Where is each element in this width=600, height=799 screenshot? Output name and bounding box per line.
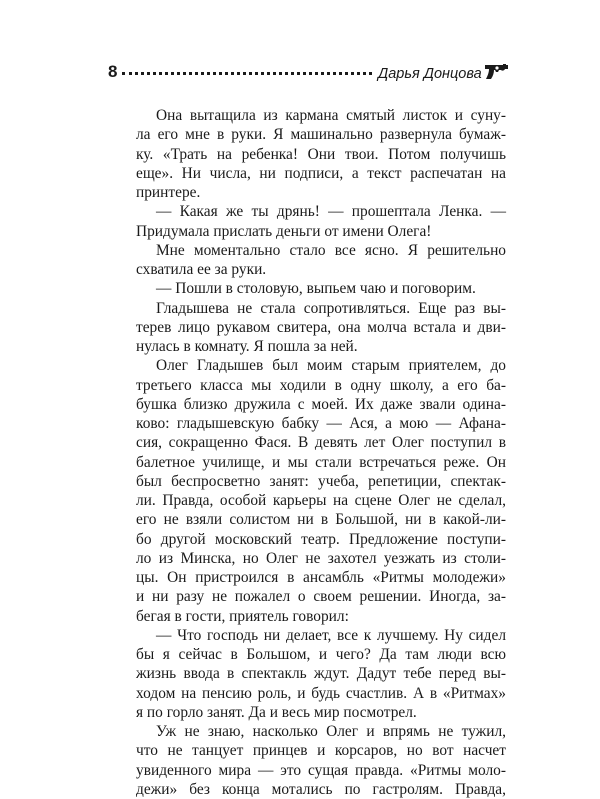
running-head	[108, 62, 506, 88]
text-line: Придумала прислать деньги от имени Олега!	[136, 222, 432, 240]
text-line: ково: гладышевскую бабку — Ася, а мою — Афана-	[136, 415, 506, 432]
text-line: его не взяли солистом ни в Большой, ни в какой-ли-	[136, 511, 506, 529]
text-line: жизнь ввода в спектакль ждут. Дадут тебе перед вы-	[136, 665, 506, 683]
text-line: что не танцует принцев и корсаров, но вот насчет	[136, 742, 506, 760]
text-line: цы. Он пристроился в ансамбль «Ритмы молодежи»	[136, 569, 506, 586]
text-line: схватила ее за руки.	[136, 261, 267, 278]
text-line: бы я сейчас в Большом, и чего? Да там люди всю	[136, 646, 506, 663]
dotted-leader	[122, 72, 372, 75]
text-line: терев лицо рукавом свитера, она молча встала и дви-	[136, 318, 506, 336]
text-line: Уж не знаю, насколько Олег и впрямь не тужил,	[156, 723, 506, 740]
text-line: бушка близко дружила с моей. Их даже звали одина-	[136, 395, 506, 413]
text-line: — Что господь ни делает, все к лучшему. Ну сидел	[156, 626, 506, 644]
text-line: увиденного мира — это сущая правда. «Ритмы моло-	[136, 761, 506, 779]
text-line: был беспросветно занят: учеба, репетиции, спектак-	[136, 472, 506, 490]
text-line: ла его мне в руки. Я машинально развернула бумаж-	[136, 126, 506, 144]
text-line: ходом на пенсию роль, и будь счастлив. А в «Ритмах»	[136, 684, 506, 702]
body-text	[136, 106, 506, 799]
text-line: — Какая же ты дрянь! — прошептала Ленка. —	[156, 203, 506, 221]
text-line: бо другой московский театр. Предложение поступи-	[136, 530, 506, 548]
text-line: сия, сокращенно Фася. В девять лет Олег поступил в	[136, 434, 506, 452]
text-line: и ни разу не пожалел о своем решении. Иногда, за-	[136, 588, 506, 606]
text-line: ли. Правда, особой карьеры на сцене Олег не сделал,	[136, 492, 506, 509]
text-line: дежи» без конца мотались по гастролям. Правда,	[136, 780, 506, 798]
text-line: нулась в комнату. Я пошла за ней.	[136, 338, 358, 355]
text-line: бегая в гости, приятель говорил:	[136, 607, 349, 625]
text-line: Мне моментально стало все ясно. Я решительно	[156, 241, 506, 259]
text-line: балетное училище, и мы стали встречаться реже. Он	[136, 453, 506, 471]
text-line: ку. «Трать на ребенка! Они твои. Потом получишь	[136, 145, 506, 163]
text-line: Она вытащила из кармана смятый листок и суну-	[156, 107, 506, 124]
text-line: третьего класса мы ходили в одну школу, а его ба-	[136, 376, 506, 394]
text-line: ло из Минска, но Олег не захотел уезжать из столи-	[136, 549, 506, 567]
text-line: я по горло занят. Да и весь мир посмотрел.	[136, 703, 417, 721]
text-line: Гладышева не стала сопротивляться. Еще раз вы-	[156, 299, 506, 317]
revolver-icon	[484, 62, 510, 82]
text-line: Олег Гладышев был моим старым приятелем, до	[156, 357, 506, 375]
text-line: — Пошли в столовую, выпьем чаю и поговорим.	[156, 280, 476, 298]
text-line: еще». Ни числа, ни подписи, а текст распечатан на	[136, 164, 506, 182]
author-name: Дарья Донцова	[378, 66, 482, 82]
text-line: принтере.	[136, 184, 201, 201]
page-number: 8	[108, 62, 118, 81]
